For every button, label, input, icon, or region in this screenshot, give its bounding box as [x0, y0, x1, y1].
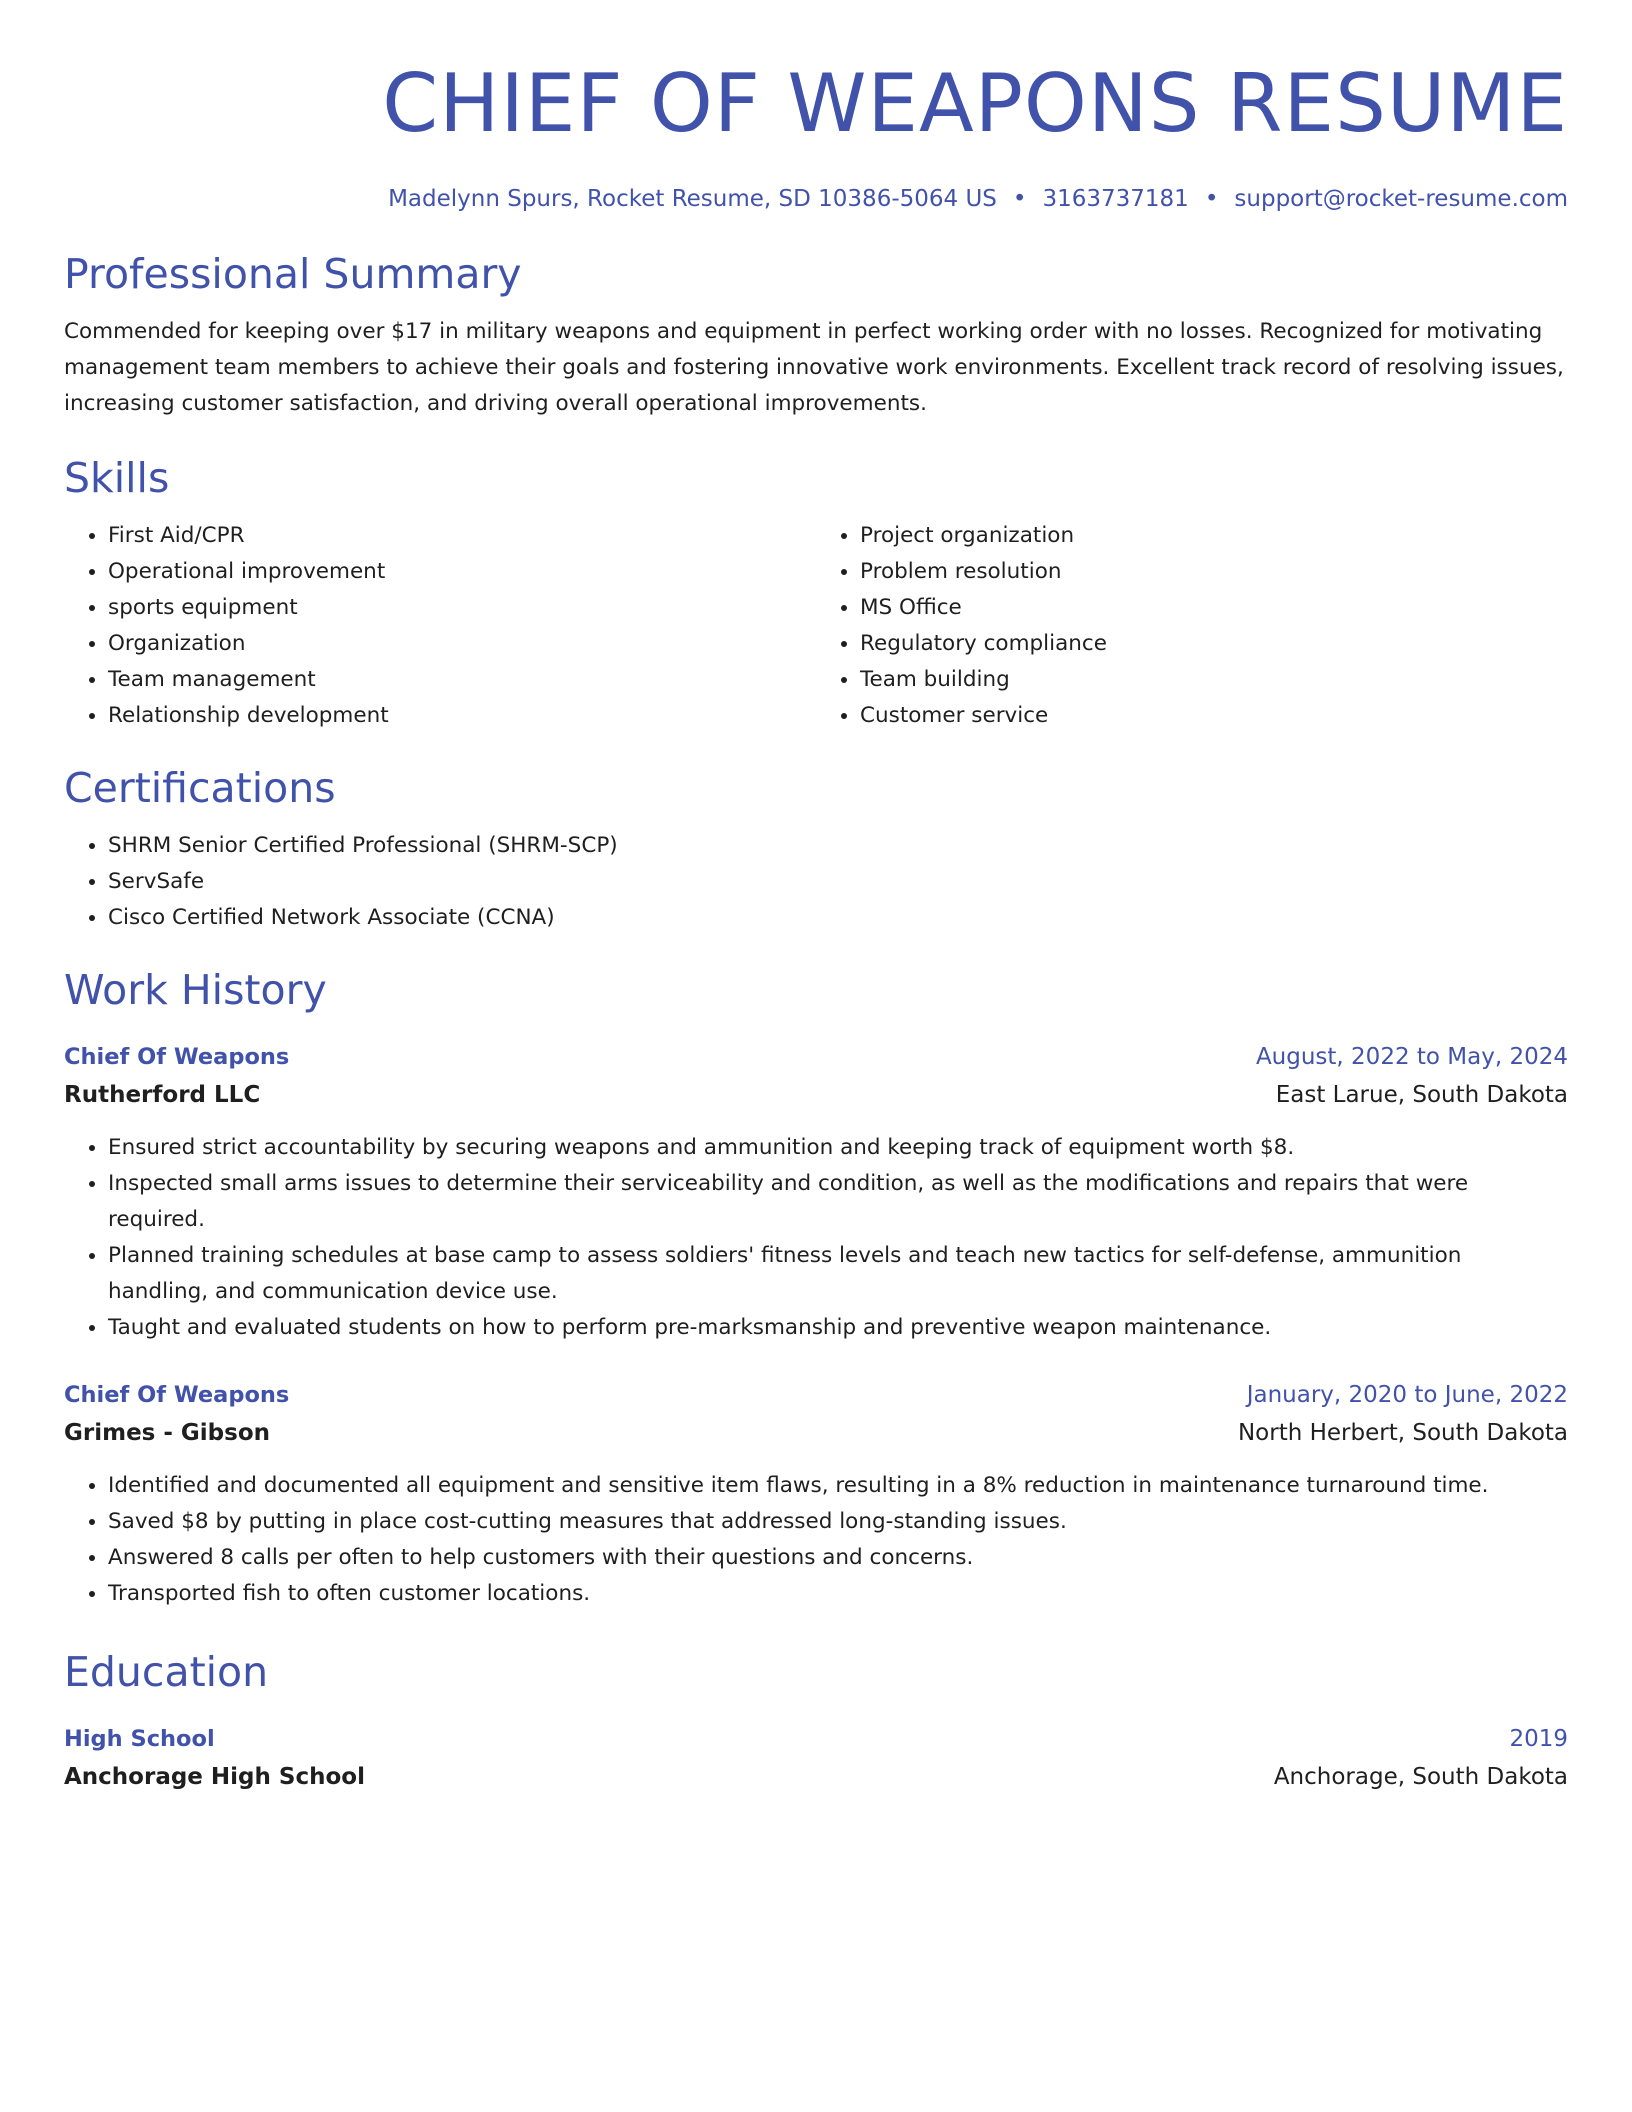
education-school: Anchorage High School — [64, 1764, 365, 1790]
skill-item: • Problem resolution — [860, 554, 1568, 590]
skill-item: • MS Office — [860, 590, 1568, 626]
skills-columns — [64, 518, 1568, 734]
education-year: 2019 — [1509, 1726, 1568, 1752]
job-dates: August, 2022 to May, 2024 — [1255, 1044, 1568, 1070]
contact-separator: • — [1204, 186, 1219, 212]
job-company-row — [64, 1076, 1568, 1114]
skill-item: • Operational improvement — [108, 554, 816, 590]
certification-item: • SHRM Senior Certified Professional (SHRM-SCP) — [108, 828, 1568, 864]
contact-line — [64, 182, 1568, 216]
skill-item: • Project organization — [860, 518, 1568, 554]
job-entry — [64, 1038, 1568, 1346]
job-bullet: • Ensured strict accountability by securing weapons and ammunition and keeping track of equipment worth $8. — [108, 1130, 1568, 1166]
job-company: Rutherford LLC — [64, 1082, 261, 1108]
certification-item: • Cisco Certified Network Associate (CCNA) — [108, 900, 1568, 936]
work-history-heading: Work History — [64, 966, 327, 1014]
job-bullet: • Identified and documented all equipment and sensitive item flaws, resulting in a 8% reduction in maintenance turnaround time. — [108, 1468, 1568, 1504]
job-header-row — [64, 1038, 1568, 1076]
job-entry — [64, 1376, 1568, 1612]
education-degree: High School — [64, 1726, 215, 1752]
job-bullet: • Answered 8 calls per often to help customers with their questions and concerns. — [108, 1540, 1568, 1576]
job-company-row — [64, 1414, 1568, 1452]
skill-item: • Organization — [108, 626, 816, 662]
job-location: North Herbert, South Dakota — [1237, 1420, 1568, 1446]
contact-address: Madelynn Spurs, Rocket Resume, SD 10386-5064 US — [388, 186, 997, 212]
education-entry — [64, 1720, 1568, 1796]
contact-phone[interactable]: 3163737181 — [1042, 186, 1189, 212]
education-school-row — [64, 1758, 1568, 1796]
certifications-list — [64, 828, 1568, 936]
skill-item: • Relationship development — [108, 698, 816, 734]
skills-heading: Skills — [64, 454, 170, 502]
job-bullet: • Saved $8 by putting in place cost-cutting measures that addressed long-standing issues. — [108, 1504, 1568, 1540]
job-role: Chief Of Weapons — [64, 1382, 290, 1408]
certifications-heading: Certifications — [64, 764, 336, 812]
skill-item: • Customer service — [860, 698, 1568, 734]
job-bullets — [64, 1130, 1568, 1346]
education-heading: Education — [64, 1648, 269, 1696]
job-role: Chief Of Weapons — [64, 1044, 290, 1070]
job-bullets — [64, 1468, 1568, 1612]
summary-text: Commended for keeping over $17 in military weapons and equipment in perfect working order with no losses. Recognized for motivating management team members to achieve their goals and fostering innovative work environments. Excellent track record of resolving issues, increasing customer satisfaction, and driving overall operational improvements. — [64, 319, 1564, 416]
contact-separator: • — [1012, 186, 1027, 212]
job-company: Grimes - Gibson — [64, 1420, 271, 1446]
skill-item: • Team building — [860, 662, 1568, 698]
skills-list-left — [64, 518, 816, 734]
resume-title: CHIEF OF WEAPONS RESUME — [382, 57, 1568, 150]
job-dates: January, 2020 to June, 2022 — [1246, 1382, 1568, 1408]
education-header-row — [64, 1720, 1568, 1758]
job-bullet: • Transported fish to often customer locations. — [108, 1576, 1568, 1612]
summary-heading: Professional Summary — [64, 250, 522, 298]
education-location: Anchorage, South Dakota — [1273, 1764, 1568, 1790]
skill-item: • Team management — [108, 662, 816, 698]
contact-email[interactable]: support@rocket-resume.com — [1234, 186, 1568, 212]
job-bullet: • Planned training schedules at base camp to assess soldiers' fitness levels and teach new tactics for self-defense, ammunition handling, and communication device use. — [108, 1238, 1568, 1310]
job-bullet: • Taught and evaluated students on how to perform pre-marksmanship and preventive weapon maintenance. — [108, 1310, 1568, 1346]
certification-item: • ServSafe — [108, 864, 1568, 900]
job-header-row — [64, 1376, 1568, 1414]
job-location: East Larue, South Dakota — [1275, 1082, 1568, 1108]
skill-item: • Regulatory compliance — [860, 626, 1568, 662]
job-bullet: • Inspected small arms issues to determine their serviceability and condition, as well as the modifications and repairs that were required. — [108, 1166, 1568, 1238]
skill-item: • First Aid/CPR — [108, 518, 816, 554]
skills-list-right — [816, 518, 1568, 734]
skill-item: • sports equipment — [108, 590, 816, 626]
